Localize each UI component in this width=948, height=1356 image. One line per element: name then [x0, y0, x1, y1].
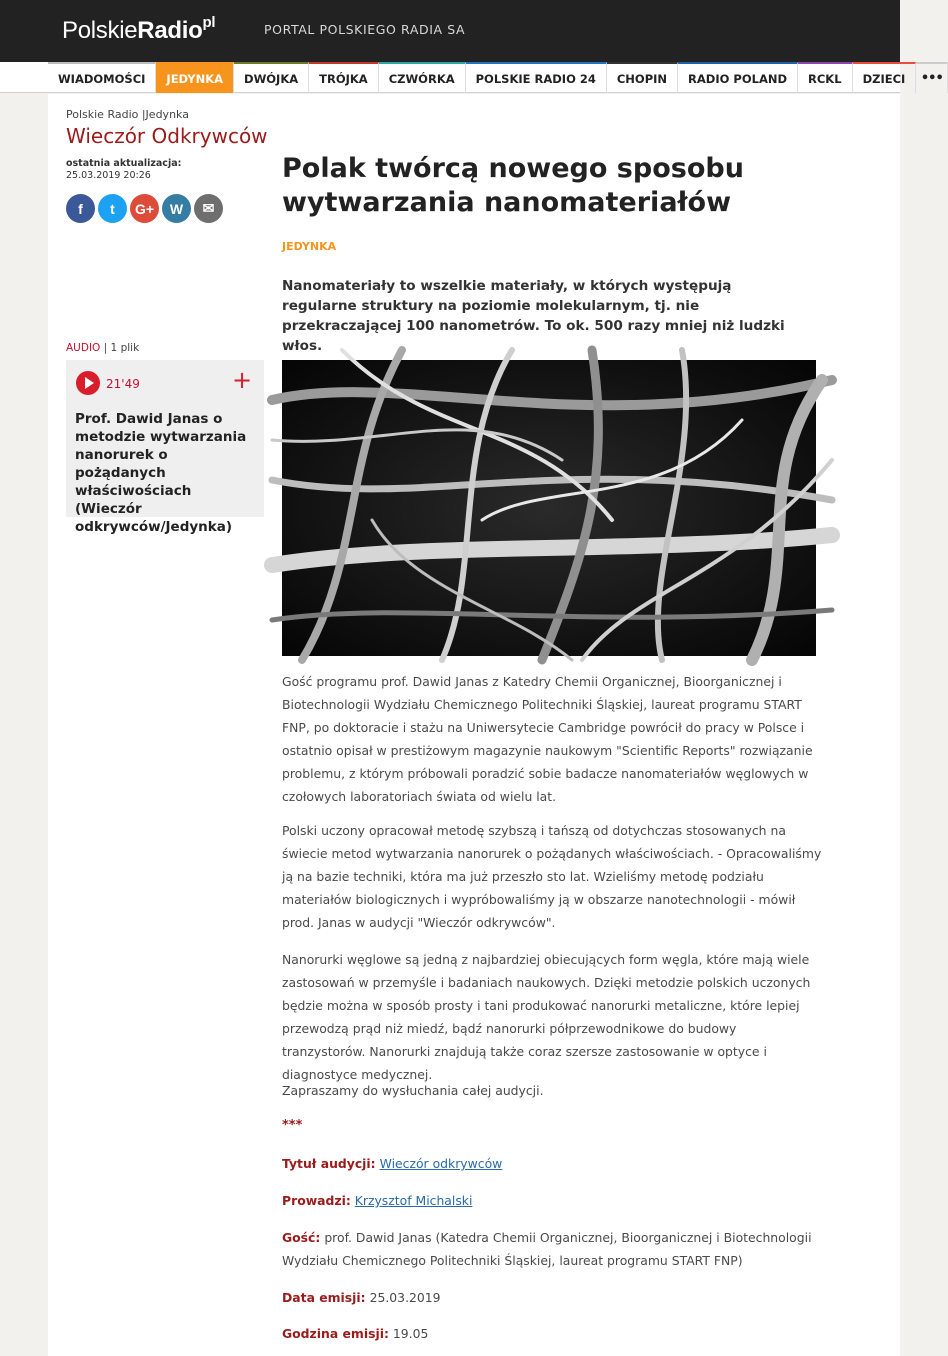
nanofiber-photo: [282, 360, 816, 656]
nav-item-6[interactable]: CHOPIN: [607, 62, 678, 93]
article-paragraph: Zapraszamy do wysłuchania całej audycji.: [282, 1083, 544, 1098]
channel-tag[interactable]: JEDYNKA: [282, 240, 337, 253]
nav-item-3[interactable]: TRÓJKA: [309, 62, 379, 93]
nav-item-4[interactable]: CZWÓRKA: [379, 62, 466, 93]
google-plus-icon[interactable]: G+: [130, 194, 159, 223]
nav-item-0[interactable]: WIADOMOŚCI: [48, 62, 156, 93]
portal-tagline: PORTAL POLSKIEGO RADIA SA: [264, 22, 466, 37]
twitter-icon[interactable]: t: [98, 194, 127, 223]
breadcrumb[interactable]: Polskie Radio |Jedynka: [66, 108, 189, 121]
meta-guest: Gość: prof. Dawid Janas (Katedra Chemii Organicznej, Bioorganicznej i Biotechnologii Wydziału Chemicznego Politechniki Śląskiej, laureat programu START FNP): [282, 1230, 812, 1268]
page-content: [48, 94, 900, 1356]
separator: ***: [282, 1118, 303, 1133]
nav-item-8[interactable]: RCKL: [798, 62, 853, 93]
section-title[interactable]: Wieczór Odkrywców: [66, 124, 268, 148]
nanofiber-image: [282, 360, 816, 656]
audio-duration: 21'49: [106, 377, 140, 391]
nav-item-5[interactable]: POLSKIE RADIO 24: [466, 62, 607, 93]
updated-label: ostatnia aktualizacja:: [66, 158, 182, 169]
audio-title[interactable]: Prof. Dawid Janas o metodzie wytwarzania nanorurek o pożądanych właściwościach (Wieczór odkrywców/Jedynka): [75, 411, 247, 535]
share-buttons: [66, 194, 223, 223]
article-paragraph: Gość programu prof. Dawid Janas z Katedry Chemii Organicznej, Bioorganicznej i Biotechnologii Wydziału Chemicznego Politechniki Śląskiej, laureat programu START FNP, po doktoracie i stażu na Uniwersytecie Cambridge powrócił do pracy w Polsce i ostatnio opisał w prestiżowym magazynie naukowym "Scientific Reports" rozwiązanie problemu, z którym próbowali poradzić sobie badacze nanomateriałów węglowych w czołowych laboratoriach świata od wielu lat.: [282, 674, 813, 804]
meta-air-time: Godzina emisji: 19.05: [282, 1326, 429, 1341]
meta-air-date: Data emisji: 25.03.2019: [282, 1290, 441, 1305]
top-bar: [0, 0, 900, 62]
audio-player-box: [66, 360, 264, 535]
channel-nav: [0, 62, 943, 93]
polskie-radio-logo[interactable]: PolskieRadio$^{pl}$: [62, 14, 216, 44]
audio-label: AUDIO | 1 plik: [66, 342, 140, 354]
wykop-icon[interactable]: W: [162, 194, 191, 223]
nav-item-2[interactable]: DWÓJKA: [234, 62, 309, 93]
article-headline: Polak twórcą nowego sposobu wytwarzania nanomateriałów: [282, 153, 744, 218]
email-icon[interactable]: ✉: [194, 194, 223, 223]
nav-item-1[interactable]: JEDYNKA: [156, 62, 234, 93]
facebook-icon[interactable]: f: [66, 194, 95, 223]
nav-item-7[interactable]: RADIO POLAND: [678, 62, 798, 93]
host-link[interactable]: Krzysztof Michalski: [354, 1193, 473, 1208]
nav-item-9[interactable]: DZIECI: [853, 62, 917, 93]
add-to-playlist-icon[interactable]: +: [232, 366, 253, 394]
article-lead: Nanomateriały to wszelkie materiały, w których występują regularne struktury na poziomie molekularnym, tj. nie przekraczającej 100 nanometrów. To ok. 500 razy mniej niż ludzki włos.: [282, 278, 785, 354]
more-menu-icon[interactable]: •••: [916, 62, 948, 93]
article-paragraph: Polski uczony opracował metodę szybszą i tańszą od dotychczas stosowanych na świecie metod wytwarzania nanorurek o pożądanych właściwościach. - Opracowaliśmy ją na bazie techniki, która ma już przeszło sto lat. Wzieliśmy metodę podziału materiałów biologicznych i wypróbowaliśmy ją w obszarze nanotechnologii - mówił prod. Janas w audycji "Wieczór odkrywców".: [282, 823, 822, 930]
program-link[interactable]: Wieczór odkrywców: [379, 1156, 503, 1171]
meta-host: Prowadzi: Krzysztof Michalski: [282, 1193, 473, 1208]
meta-program-title: Tytuł audycji: Wieczór odkrywców: [282, 1156, 503, 1171]
updated-date: 25.03.2019 20:26: [66, 170, 151, 181]
article-paragraph: Nanorurki węglowe są jedną z najbardziej obiecujących form węgla, które mają wiele zastosowań w przemyśle i badaniach naukowych. Dzięki metodzie polskich uczonych będzie można w sposób prosty i tani produkować nanorurki metaliczne, które lepiej przewodzą prąd niż miedź, bądź nanorurki półprzewodnikowe do budowy tranzystorów. Nanorurki znajdują także coraz szersze zastosowanie w optyce i diagnostyce medycznej.: [282, 952, 811, 1082]
play-icon[interactable]: [76, 371, 100, 395]
